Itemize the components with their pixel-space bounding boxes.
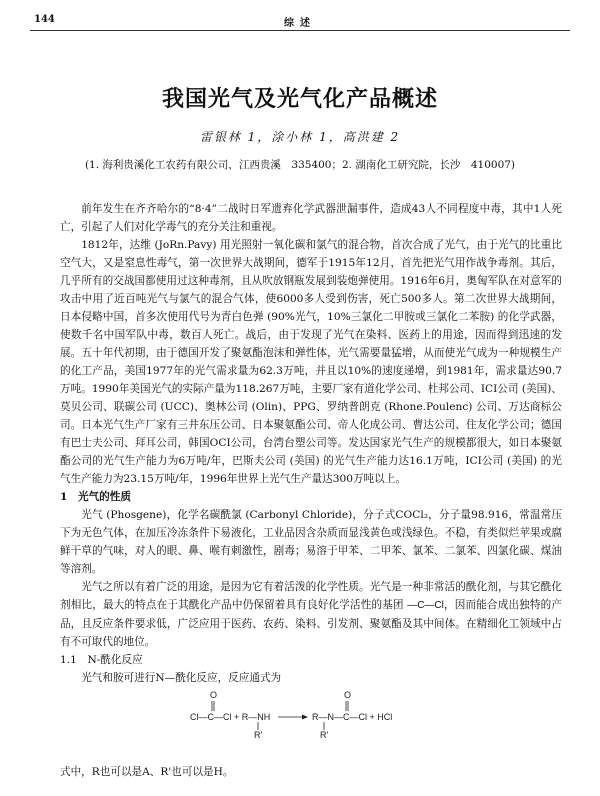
paragraph: 前年发生在齐齐哈尔的“8·4”二战时日军遗弃化学武器泄漏事件，造成43人不同程度中毒，其中1人死亡，引起了人们对化学毒气的充分关注和重视。 bbox=[60, 203, 562, 233]
article-title: 我国光气及光气化产品概述 bbox=[161, 86, 438, 112]
page-header bbox=[0, 14, 600, 30]
paragraph-part: 光气之所以有着广泛的用途，是因为它有着活泼的化学性质。光气是一种非常活的酰化剂，与其它酰化剂相比，最大的特点在于其酰化产品中仍保留着具有良好化学活性的基团 bbox=[60, 581, 562, 611]
affiliation: (1. 海利贵溪化工农药有限公司，江西贵溪 335400；2. 湖南化工研究院，长沙 410007) bbox=[84, 159, 516, 171]
reactants: Cl—C—Cl + R—NH bbox=[190, 712, 271, 722]
section-heading: 1 光气的性质 bbox=[60, 491, 131, 503]
paragraph-part: ，因而能合成出独特的产品，且反应条件要求低，广泛应用于医药、农药、染料、引发剂、聚氨酯及其中间体。在精细化工领域中占有不可取代的地位。 bbox=[60, 599, 562, 648]
authors: 雷银林 1，涂小林 1，高洪建 2 bbox=[199, 130, 401, 144]
products: R—N—C—Cl + HCl bbox=[312, 712, 393, 722]
paragraph: 光气和胺可进行N—酰化反应，反应通式为 bbox=[81, 672, 282, 684]
paragraph bbox=[60, 578, 562, 651]
subsection-heading: 1.1 N-酰化反应 bbox=[60, 654, 143, 666]
header-rule bbox=[30, 30, 570, 31]
reaction-equation bbox=[186, 682, 416, 742]
carbonyl-oxygen: O bbox=[344, 690, 352, 700]
carbonyl-oxygen: O bbox=[210, 690, 218, 700]
article-body bbox=[60, 200, 562, 687]
running-title: 综述 bbox=[284, 18, 316, 29]
r-prime-substituent: R' bbox=[254, 730, 263, 740]
r-prime-substituent: R' bbox=[320, 730, 329, 740]
arrowhead bbox=[302, 715, 308, 720]
page-number: 144 bbox=[34, 14, 55, 25]
footnote: 式中，R也可以是A、R'也可以是H。 bbox=[60, 766, 234, 778]
paragraph: 光气 (Phosgene)，化学名碳酰氯 (Carbonyl Chloride)，分子式COCl₂，分子量98.916，常温常压下为无色气体，在加压冷冻条件下易液化，工业品因含杂质而显浅黄色或浅绿色。不稳，有类似烂苹果或腐鲜干草的气味，对人的眼、鼻、喉有刺激性，剧毒；易溶于甲苯、二甲苯、氯苯、二氯苯、四氯化碳、煤油等溶剂。 bbox=[60, 509, 562, 575]
carbonyl-group: —C—Cl bbox=[407, 600, 444, 611]
paragraph: 1812年，达维 (JoRn.Pavy) 用光照射一氧化碳和氯气的混合物，首次合成了光气，由于光气的比重比空气大，又是窒息性毒气，第一次世界大战期间，德军于1915年12月，首先把光气用作战争毒剂。其后，几乎所有的交战国都使用过这种毒剂，且从吹放钢瓶发展到装炮弹使用。1916年6月，奥匈军队在对意军的攻击中用了近百吨光气与氯气的混合气体，使6000多人受到伤害，死亡500多人。第二次世界大战期间，日本侵略中国，首多次使用代号为青白色弹 (90%光气，10%三氯化二甲胺或三氯化二苯胺) 的化学武器，使数千名中国军队中毒，数百人死亡。战后，由于发现了光气在染料、医药上的用途，因而得到迅速的发展。五十年代初期，由于德国开发了聚氨酯泡沫和弹性体，光气需要量猛增，从而使光气成为一种规模生产的化工产品，美国1977年的光气需求量为62.3万吨，并且以10%的速度递增，到1981年，需求量达90.7万吨。1990年美国光气的实际产量为118.267万吨，主要厂家有道化学公司、杜邦公司、ICI公司 (美国)、莫贝公司、联碳公司 (UCC)、奥林公司 (Olin)、PPG、罗纳普朗克 (Rhone.Poulenc) 公司、万达商标公司。日本光气生产厂家有三井东压公司、日本聚氨酯公司、帝人化成公司、曹达公司、住友化学公司；德国有巴士夫公司、拜耳公司，韩国OCI公司，台湾台塑公司等。发达国家光气生产的规模都很大，如日本聚氨酯公司的光气生产能力为6万吨/年，巴斯夫公司 (美国) 的光气生产能力达16.1万吨，ICI公司 (美国) 的光气生产能力为23.15万吨/年，1996年世界上光气生产量达300万吨以上。 bbox=[60, 239, 562, 485]
